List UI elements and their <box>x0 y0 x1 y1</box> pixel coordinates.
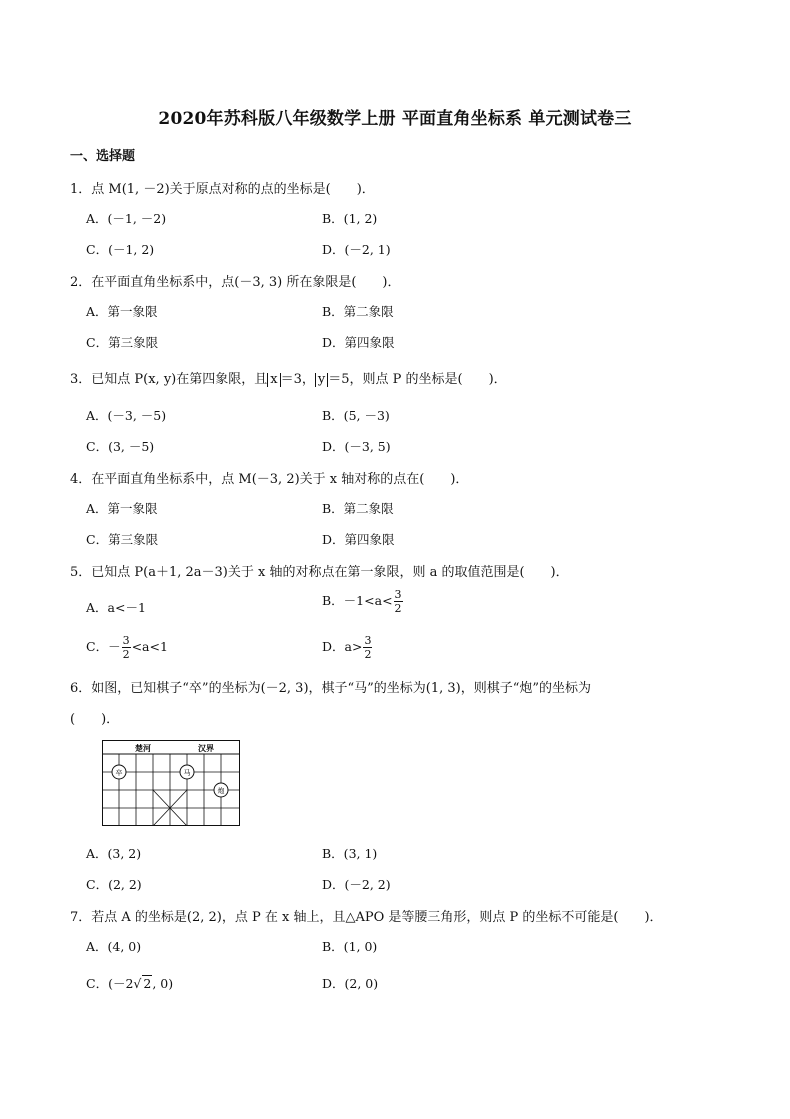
question-2-option-b[interactable]: B．第二象限 <box>322 304 394 319</box>
fraction-three-halves <box>394 588 403 615</box>
question-4-option-b[interactable]: B．第二象限 <box>322 501 394 516</box>
page-title: 2020年苏科版八年级数学上册 平面直角坐标系 单元测试卷三 <box>158 109 632 129</box>
question-4-stem: 4．在平面直角坐标系中，点 M(－3, 2)关于 x 轴对称的点在( )． <box>70 472 469 487</box>
question-2-stem: 2．在平面直角坐标系中，点(－3, 3) 所在象限是( )． <box>70 275 401 290</box>
question-7-option-c[interactable] <box>86 974 173 992</box>
question-3-option-a[interactable]: A．(－3, －5) <box>86 408 167 423</box>
piece-zu <box>112 765 126 779</box>
fraction-numerator: 3 <box>394 588 402 601</box>
fraction-numerator: 3 <box>364 634 372 647</box>
question-5-option-d[interactable] <box>322 634 373 661</box>
sqrt-radicand: 2 <box>143 976 152 991</box>
question-1-option-c[interactable]: C．(－1, 2) <box>86 242 155 257</box>
sqrt-sign: √ <box>133 976 142 991</box>
question-6-option-a[interactable]: A．(3, 2) <box>86 846 142 861</box>
question-4-option-d[interactable]: D．第四象限 <box>322 532 395 547</box>
question-3-stem-part-3: ＝5，则点 P 的坐标是( )． <box>328 372 507 387</box>
question-5-option-c[interactable] <box>86 634 168 661</box>
question-7-option-d[interactable]: D．(2, 0) <box>322 976 379 991</box>
question-6-option-c[interactable]: C．(2, 2) <box>86 877 142 892</box>
chess-board-figure <box>102 740 240 826</box>
fraction-denominator: 2 <box>122 648 130 661</box>
question-5-option-a[interactable]: A．a<－1 <box>86 600 146 615</box>
question-7-option-b[interactable]: B．(1, 0) <box>322 939 378 954</box>
option-d-prefix: D．a> <box>322 639 363 654</box>
question-3-stem-part-2: ＝3， <box>280 372 315 387</box>
question-6-stem-line-2: ( )． <box>70 712 120 727</box>
section-heading: 一、选择题 <box>70 149 136 164</box>
question-1-option-d[interactable]: D．(－2, 1) <box>322 242 391 257</box>
abs-x: x <box>267 373 280 387</box>
question-5-stem: 5．已知点 P(a＋1, 2a－3)关于 x 轴的对称点在第一象限，则 a 的取值范围是( )． <box>70 565 569 580</box>
question-6-option-b[interactable]: B．(3, 1) <box>322 846 378 861</box>
option-c-prefix: C．－ <box>86 639 121 654</box>
question-2-option-c[interactable]: C．第三象限 <box>86 335 159 350</box>
option-c-suffix: <a<1 <box>131 639 168 654</box>
fraction-denominator: 2 <box>364 648 372 661</box>
question-7-option-a[interactable]: A．(4, 0) <box>86 939 142 954</box>
board-label-hanjie: 汉界 <box>198 743 214 753</box>
question-2-option-d[interactable]: D．第四象限 <box>322 335 395 350</box>
fraction-three-halves <box>122 634 131 661</box>
piece-zu-label: 卒 <box>115 769 123 777</box>
question-1-option-b[interactable]: B．(1, 2) <box>322 211 378 226</box>
fraction-denominator: 2 <box>394 602 402 615</box>
question-7-stem: 7．若点 A 的坐标是(2, 2)，点 P 在 x 轴上，且△APO 是等腰三角形，则点 P 的坐标不可能是( )． <box>70 910 663 925</box>
fraction-three-halves <box>363 634 372 661</box>
option-c-suffix: , 0) <box>152 976 174 991</box>
question-3-stem <box>70 368 507 387</box>
piece-ma <box>180 765 194 779</box>
piece-pao-label: 炮 <box>217 787 225 795</box>
board-label-chuhe: 楚河 <box>135 743 151 753</box>
question-3-stem-part-1: 3．已知点 P(x, y)在第四象限，且 <box>70 372 268 387</box>
fraction-numerator: 3 <box>122 634 130 647</box>
question-4-option-c[interactable]: C．第三象限 <box>86 532 159 547</box>
question-6-stem-line-1: 6．如图，已知棋子“卒”的坐标为(－2, 3)，棋子“马”的坐标为(1, 3)，则棋子“炮”的坐标为 <box>70 681 592 696</box>
question-2-option-a[interactable]: A．第一象限 <box>86 304 158 319</box>
question-3-option-d[interactable]: D．(－3, 5) <box>322 439 391 454</box>
question-3-option-c[interactable]: C．(3, －5) <box>86 439 155 454</box>
question-5-option-b[interactable] <box>322 588 404 615</box>
abs-y: y <box>315 373 328 387</box>
option-c-prefix: C．(－2 <box>86 976 134 991</box>
option-b-prefix: B．－1<a< <box>322 593 393 608</box>
question-4-option-a[interactable]: A．第一象限 <box>86 501 158 516</box>
question-6-option-d[interactable]: D．(－2, 2) <box>322 877 391 892</box>
piece-pao <box>214 783 228 797</box>
question-1-option-a[interactable]: A．(－1, －2) <box>86 211 167 226</box>
piece-ma-label: 马 <box>183 769 191 777</box>
question-1-stem: 1．点 M(1, －2)关于原点对称的点的坐标是( )． <box>70 182 375 197</box>
question-3-option-b[interactable]: B．(5, －3) <box>322 408 390 423</box>
